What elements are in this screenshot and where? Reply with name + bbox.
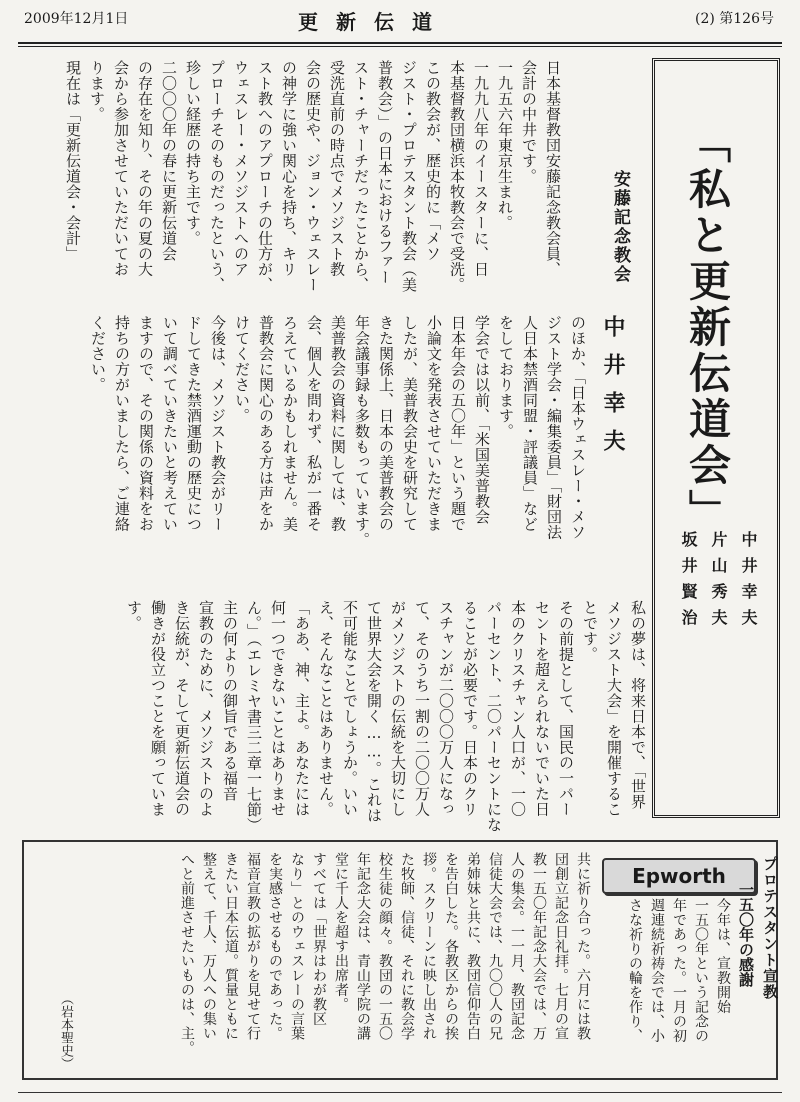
article-column-b: のほか、「日本ウェスレー・メソ ジスト学会・編集委員」「財団法 人日本禁酒同盟・評議員」など をしております。 学会では以前、「米国美普教会 日本年会の五〇年」という題で 小論文を発表させていただきま したが、美普教会史を研究して きた関係上、日本の美普教会の 年会議事録も多数もっています。 美普教会の資料に関しては、教 会、個人を問わず、私が一番そ ろえているかもしれません。美 普教会に関心のある方は声をか けてください。 今後は、メソジスト教会がリー ドしてきた禁酒運動の歴史につ いて調べていきたいと考えてい ますので、その関係の資料をお 持ちの方がいましたら、ご連絡 ください。 xyxy=(89,315,587,548)
epworth-body: 共に祈り合った。六月には教 団創立記念日礼拝。七月の宣 教一五〇年記念大会では、万 人の集会。一一月、教団記念 信徒大会では、九〇〇人の兄 弟姉妹と共に、教団信仰告白 を告白した。各教区からの挨 拶。スクリーンに映し出され た牧師、信徒、それに教会学 校生徒の顔々。教団の一五〇 年記念大会は、青山学院の講 堂に千人を超す出席者。 すべては「世界はわが教区 なり」とのウェスレーの言葉 を実感させるものであった。 福音宣教の拡がりを見せて行 きたい日本伝道。質量ともに 整えて、千人、万人への集い へと前進させたいものは、主。 xyxy=(179,852,591,1055)
epworth-subheading: 一五〇年の感謝 xyxy=(737,882,755,987)
issue-number: (2) 第126号 xyxy=(694,11,774,27)
member-list: 中井幸夫 片山秀夫 坂井賢治 xyxy=(679,531,758,635)
feature-title-box xyxy=(652,58,780,818)
epworth-column-box xyxy=(22,840,778,1080)
feature-title: 「私と更新伝道会」 xyxy=(683,121,732,535)
article-column-a: 日本基督教団安藤記念教会員、 会計の中井です。 一九五六年東京生まれ。 一九九八年のイースターに、日 本基督教団横浜本牧教会で受洗。 この教会が、歴史的に「メソ ジスト・プロテスタント教会（美 普教会）」の日本におけるファー スト・チャーチだったことから、 受洗直前の時点でメソジスト教 会の歴史や、ジョン・ウェスレー の神学に強い関心を持ち、キリ スト教へのアプローチの仕方が、 ウェスレー・メソジストへのア プローチそのものだったという、 珍しい経歴の持ち主です。 二〇〇〇年の春に更新伝道会 の存在を知り、その年の夏の大 会から参加させていただいてお ります。 現在は「更新伝道会・会計」 xyxy=(64,60,562,293)
issue-date: 2009年12月1日 xyxy=(24,11,129,27)
page-header xyxy=(18,6,782,38)
header-rule-thin xyxy=(18,46,782,47)
epworth-badge: Epworth xyxy=(602,858,756,894)
epworth-lead: 今年は、宣教開始 一五〇年という記念の 年であった。一月の初 週連続祈祷会では、小 さな祈りの輪を作り、 xyxy=(627,898,731,1043)
footer-rule xyxy=(18,1092,782,1093)
article-column-c: 私の夢は、将来日本で、「世界 メソジスト大会」を開催するこ とです。 その前提として、国民の一パー セントを超えられないでいた日 本のクリスチャン人口が、一〇 パーセント、二〇パーセントにな ることが必要です。日本のクリ スチャンが二〇〇〇万人になっ て、そのうち一割の二〇〇万人 がメソジストの伝統を大切にし て世界大会を開く……。これは 不可能なことでしょうか。いい え、そんなことはありません。 「ああ、神、主よ。あなたには 何一つできないことはありませ ん。」（エレミヤ書三二章一七節） 主の何よりの御旨である福音 宣教のために、メソジストのよ き伝統が、そして更新伝道会の 働きが役立つことを願っていま す。 xyxy=(125,600,647,833)
epworth-signature: （岩本聖史） xyxy=(58,992,73,1070)
byline-church: 安藤記念教会 xyxy=(610,170,630,284)
epworth-heading: プロテスタント宣教 xyxy=(761,856,779,1000)
newsletter-title: 更新伝道 xyxy=(298,10,450,34)
header-rule xyxy=(18,42,782,44)
byline-author: 中井幸夫 xyxy=(600,315,626,467)
